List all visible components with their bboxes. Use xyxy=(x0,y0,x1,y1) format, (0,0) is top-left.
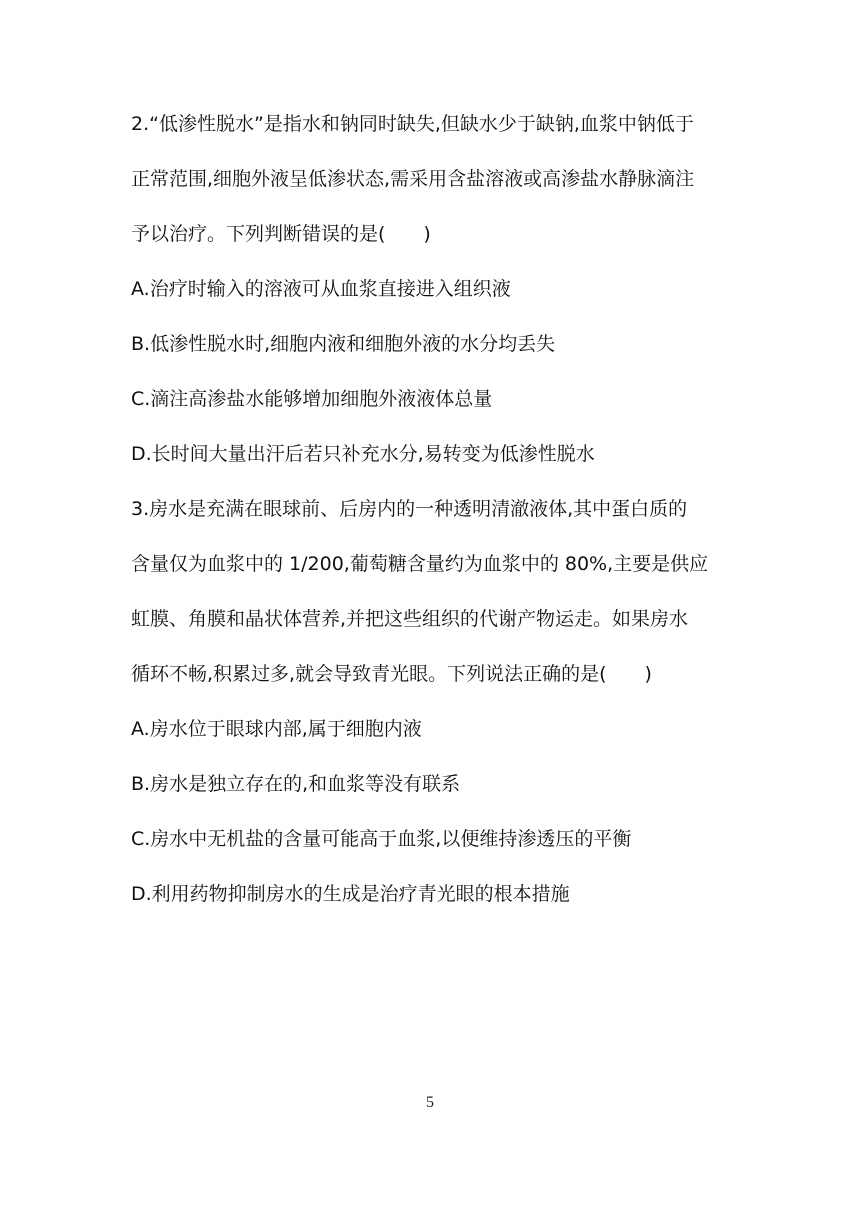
page-content xyxy=(131,112,741,906)
question-2 xyxy=(131,112,741,466)
question-2-option-a: A.治疗时输入的溶液可从血浆直接进入组织液 xyxy=(131,278,511,300)
question-3-option-c: C.房水中无机盐的含量可能高于血浆,以便维持渗透压的平衡 xyxy=(131,828,632,850)
question-3 xyxy=(131,497,741,906)
question-2-stem-line-3: 予以治疗。下列判断错误的是( ) xyxy=(131,223,431,245)
question-2-stem-line-1: 2.“低渗性脱水”是指水和钠同时缺失,但缺水少于缺钠,血浆中钠低于 xyxy=(131,113,694,135)
question-3-option-a: A.房水位于眼球内部,属于细胞内液 xyxy=(131,718,422,740)
question-3-stem-line-4: 循环不畅,积累过多,就会导致青光眼。下列说法正确的是( ) xyxy=(131,663,652,685)
question-2-option-d: D.长时间大量出汗后若只补充水分,易转变为低渗性脱水 xyxy=(131,443,595,465)
question-2-option-b: B.低渗性脱水时,细胞内液和细胞外液的水分均丢失 xyxy=(131,333,556,355)
question-3-stem-line-3: 虹膜、角膜和晶状体营养,并把这些组织的代谢产物运走。如果房水 xyxy=(131,608,689,630)
question-3-option-d: D.利用药物抑制房水的生成是治疗青光眼的根本措施 xyxy=(131,883,570,905)
question-2-option-c: C.滴注高渗盐水能够增加细胞外液液体总量 xyxy=(131,388,493,410)
question-3-stem-line-1: 3.房水是充满在眼球前、后房内的一种透明清澈液体,其中蛋白质的 xyxy=(131,498,688,520)
page-number: 5 xyxy=(426,1094,434,1111)
question-3-stem-line-2: 含量仅为血浆中的 1/200,葡萄糖含量约为血浆中的 80%,主要是供应 xyxy=(131,553,709,575)
question-2-stem-line-2: 正常范围,细胞外液呈低渗状态,需采用含盐溶液或高渗盐水静脉滴注 xyxy=(131,168,695,190)
question-3-option-b: B.房水是独立存在的,和血浆等没有联系 xyxy=(131,773,461,795)
